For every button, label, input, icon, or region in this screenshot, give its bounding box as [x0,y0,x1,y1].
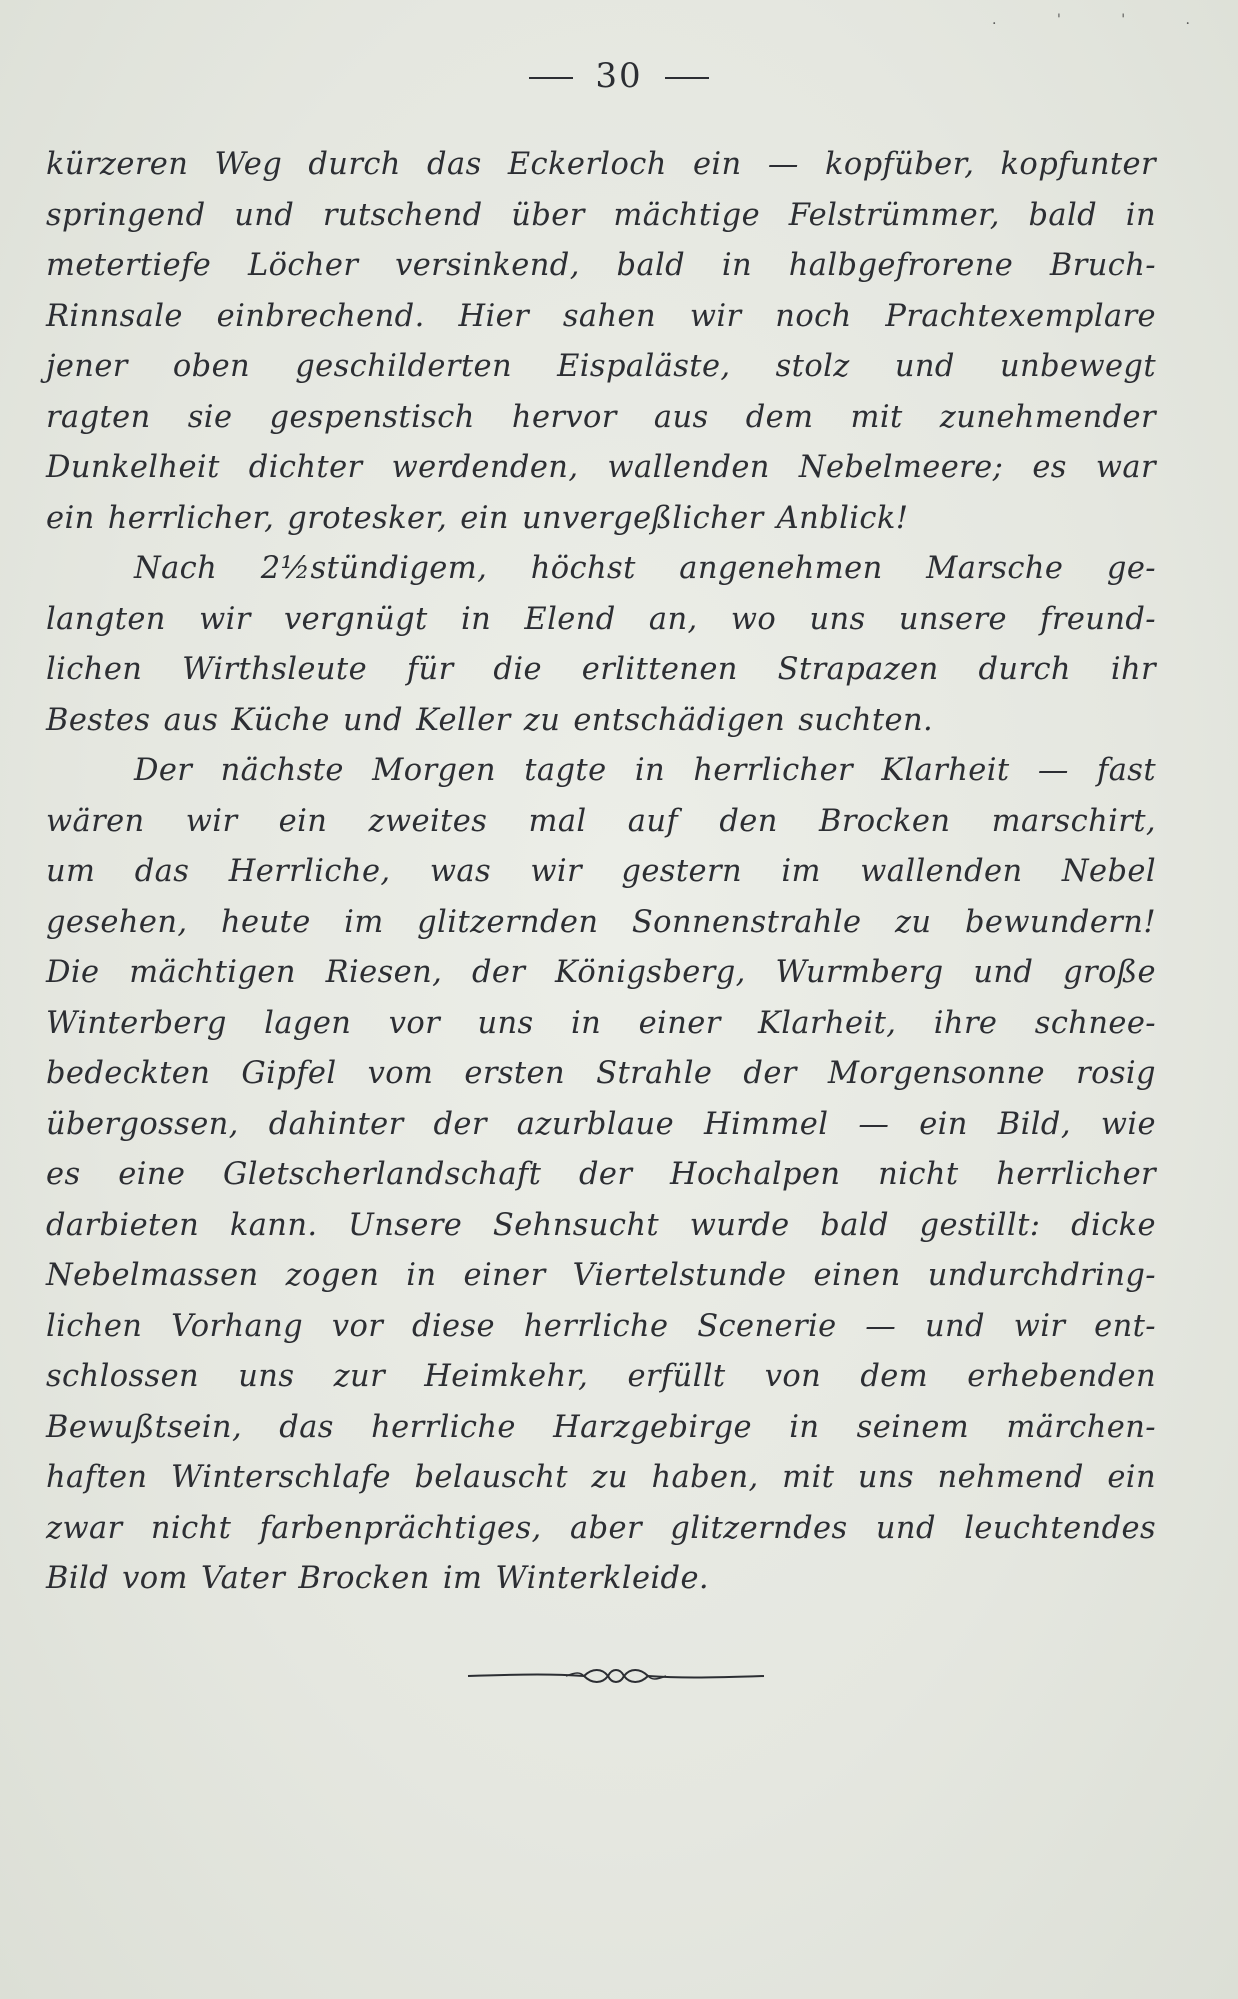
text-line: metertiefe Löcher versinkend, bald in halbgefrorene Bruch- [46,248,1156,283]
paragraph [46,140,1156,544]
text-line: Nebelmassen zogen in einer Viertelstunde einen undurchdring- [46,1258,1156,1293]
text-line: zwar nicht farbenprächtiges, aber glitzerndes und leuchtendes [46,1510,1156,1546]
text-line: wären wir ein zweites mal auf den Brocken marschirt, [46,803,1156,839]
paragraph [46,746,1156,1605]
text-line: haften Winterschlafe belauscht zu haben, mit uns nehmend ein [46,1460,1156,1495]
page-number: 30 [595,56,643,96]
text-line: Bild vom Vater Brocken im Winterkleide. [46,1561,710,1596]
text-line: lichen Wirthsleute für die erlittenen Strapazen durch ihr [46,652,1156,687]
body-text [46,140,1156,1605]
text-line: Bewußtsein, das herrliche Harzgebirge in seinem märchen- [46,1409,1156,1445]
text-line: schlossen uns zur Heimkehr, erfüllt von dem erhebenden [46,1359,1156,1394]
text-line: Der nächste Morgen tagte in herrlicher Klarheit — fast [134,753,1156,788]
text-line: Winterberg lagen vor uns in einer Klarheit, ihre schnee- [46,1005,1156,1041]
text-line: jener oben geschilderten Eispaläste, stolz und unbewegt [46,349,1156,384]
text-line: darbieten kann. Unsere Sehnsucht wurde bald gestillt: dicke [46,1207,1156,1243]
text-line: Rinnsale einbrechend. Hier sahen wir noch Prachtexemplare [46,298,1156,334]
text-line: es eine Gletscherlandschaft der Hochalpen nicht herrlicher [46,1157,1156,1192]
text-line: Nach 2½stündigem, höchst angenehmen Marsche ge- [134,551,1156,586]
text-line: springend und rutschend über mächtige Felstrümmer, bald in [46,197,1156,233]
text-line: ein herrlicher, grotesker, ein unvergeßlicher Anblick! [46,500,909,536]
text-line: übergossen, dahinter der azurblaue Himmel — ein Bild, wie [46,1106,1156,1142]
text-line: Bestes aus Küche und Keller zu entschädigen suchten. [46,702,934,738]
text-line: Die mächtigen Riesen, der Königsberg, Wurmberg und große [46,955,1156,990]
page-number-header [0,56,1238,96]
text-line: um das Herrliche, was wir gestern im wallenden Nebel [46,854,1156,889]
text-line: kürzeren Weg durch das Eckerloch ein — kopfüber, kopfunter [46,147,1156,182]
text-line: bedeckten Gipfel vom ersten Strahle der Morgensonne rosig [46,1056,1156,1091]
page-number-dash-right [665,77,709,79]
decorative-divider-icon [466,1656,766,1696]
text-line: lichen Vorhang vor diese herrliche Scenerie — und wir ent- [46,1308,1156,1344]
text-line: ragten sie gespenstisch hervor aus dem mit zunehmender [46,399,1156,435]
text-line: gesehen, heute im glitzernden Sonnenstrahle zu bewundern! [46,904,1156,940]
paragraph [46,544,1156,746]
page-specks: . ' ' . [992,12,1218,28]
text-line: Dunkelheit dichter werdenden, wallenden Nebelmeere; es war [46,450,1156,485]
text-line: langten wir vergnügt in Elend an, wo uns unsere freund- [46,601,1156,637]
page-number-dash-left [529,77,573,79]
